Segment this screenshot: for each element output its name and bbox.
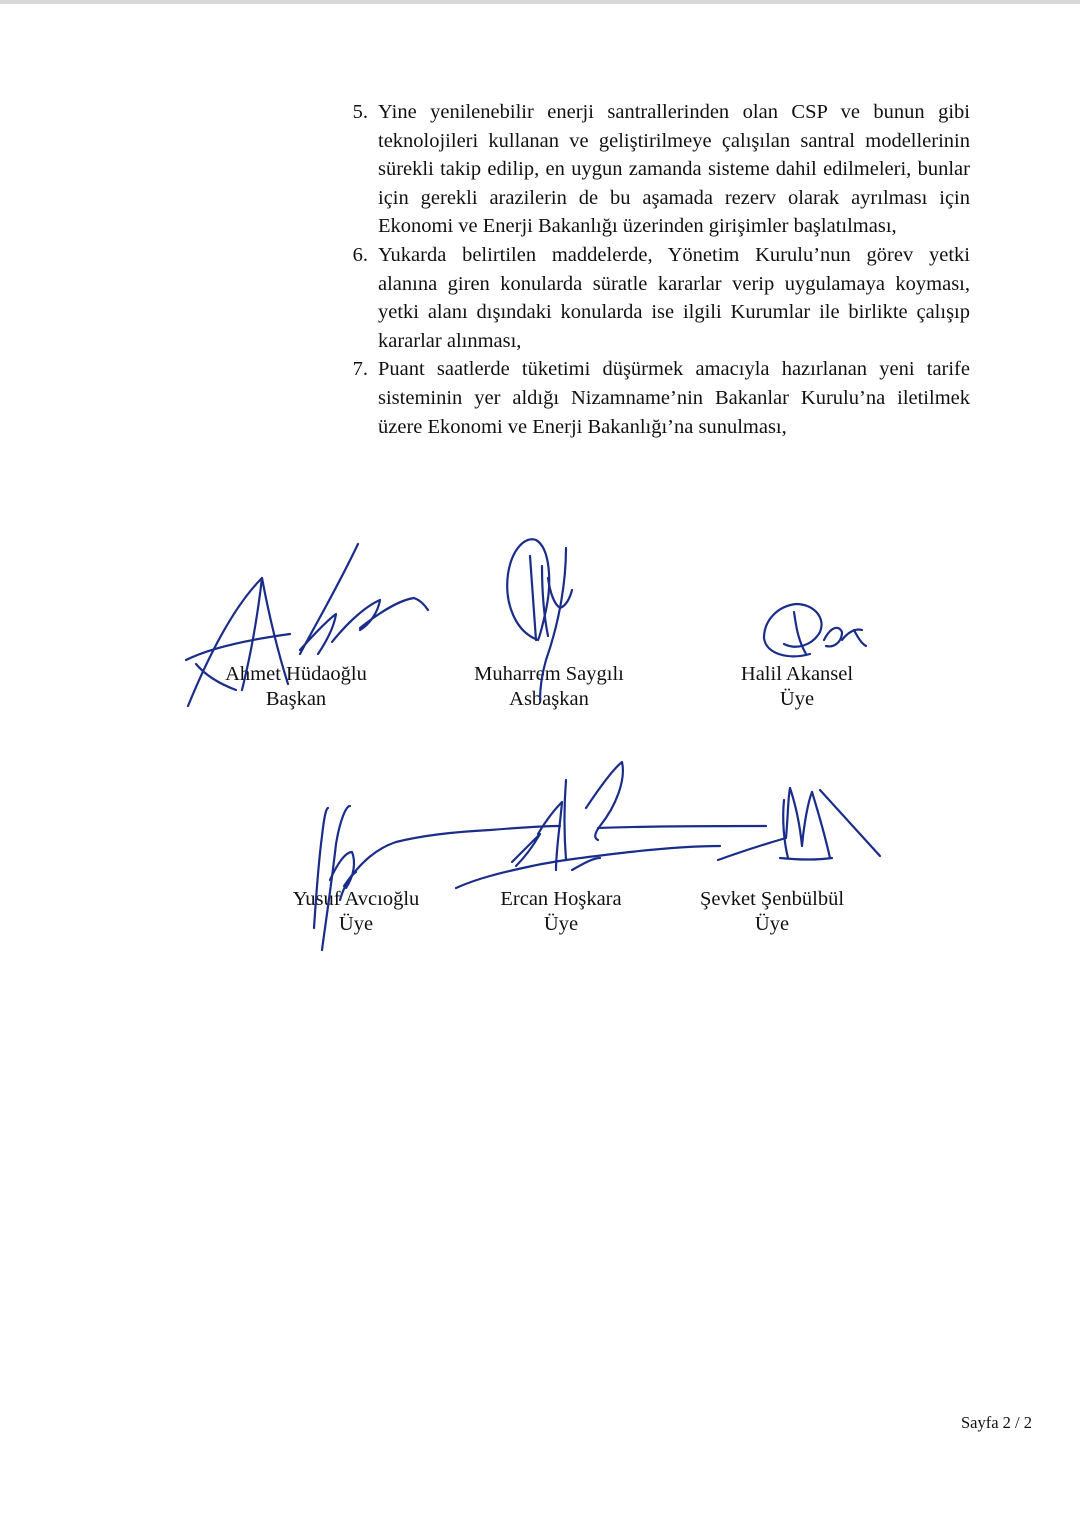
item-number: 7. (352, 358, 368, 381)
item-number: 5. (352, 101, 368, 123)
signatory-name: Muharrem Saygılı (474, 663, 624, 685)
signatory-role: Üye (338, 913, 374, 935)
page-number: Sayfa 2 / 2 (960, 1413, 1032, 1432)
signatory-name: Halil Akansel (740, 663, 854, 685)
signatory-role: Asbaşkan (509, 688, 589, 710)
signatory-name: Şevket Şenbülbül (699, 888, 845, 910)
signatory-role: Üye (543, 913, 579, 935)
signatory-name: Yusuf Avcıoğlu (292, 888, 420, 910)
item-text: Puant saatlerde tüketimi düşürmek amacıyla hazırlanan yeni tarife sisteminin yer aldığı Nizamname’nin Bakanlar Kurulu’na iletilmek üzere Ekonomi ve Enerji Bakanlığı’na sunulması, (378, 358, 970, 438)
signatory-name: Ahmet Hüdaoğlu (225, 663, 367, 685)
item-text: Yine yenilenebilir enerji santrallerinden olan CSP ve bunun gibi teknolojileri kullanan ve geliştirilmeye çalışılan santral modellerinin sürekli takip edilip, en uygun zamanda sisteme dahil edilmeleri, bunlar için gerekli arazilerin de bu aşamada rezerv olarak ayrılması için Ekonomi ve Enerji Bakanlığı üzerinden girişimler başlatılması, (378, 101, 970, 238)
signatory-role: Üye (754, 913, 790, 935)
item-text: Yukarda belirtilen maddelerde, Yönetim Kurulu’nun görev yetki alanına giren konularda süratle kararlar verip uygulamaya koyması, yetki alanı dışındaki konularda ise ilgili Kurumlar ile birlikte çalışıp kararlar alınması, (378, 243, 970, 352)
signatory-role: Başkan (265, 688, 327, 710)
item-number: 6. (352, 243, 368, 266)
signatory-role: Üye (779, 688, 815, 710)
signatory-name: Ercan Hoşkara (500, 888, 622, 910)
